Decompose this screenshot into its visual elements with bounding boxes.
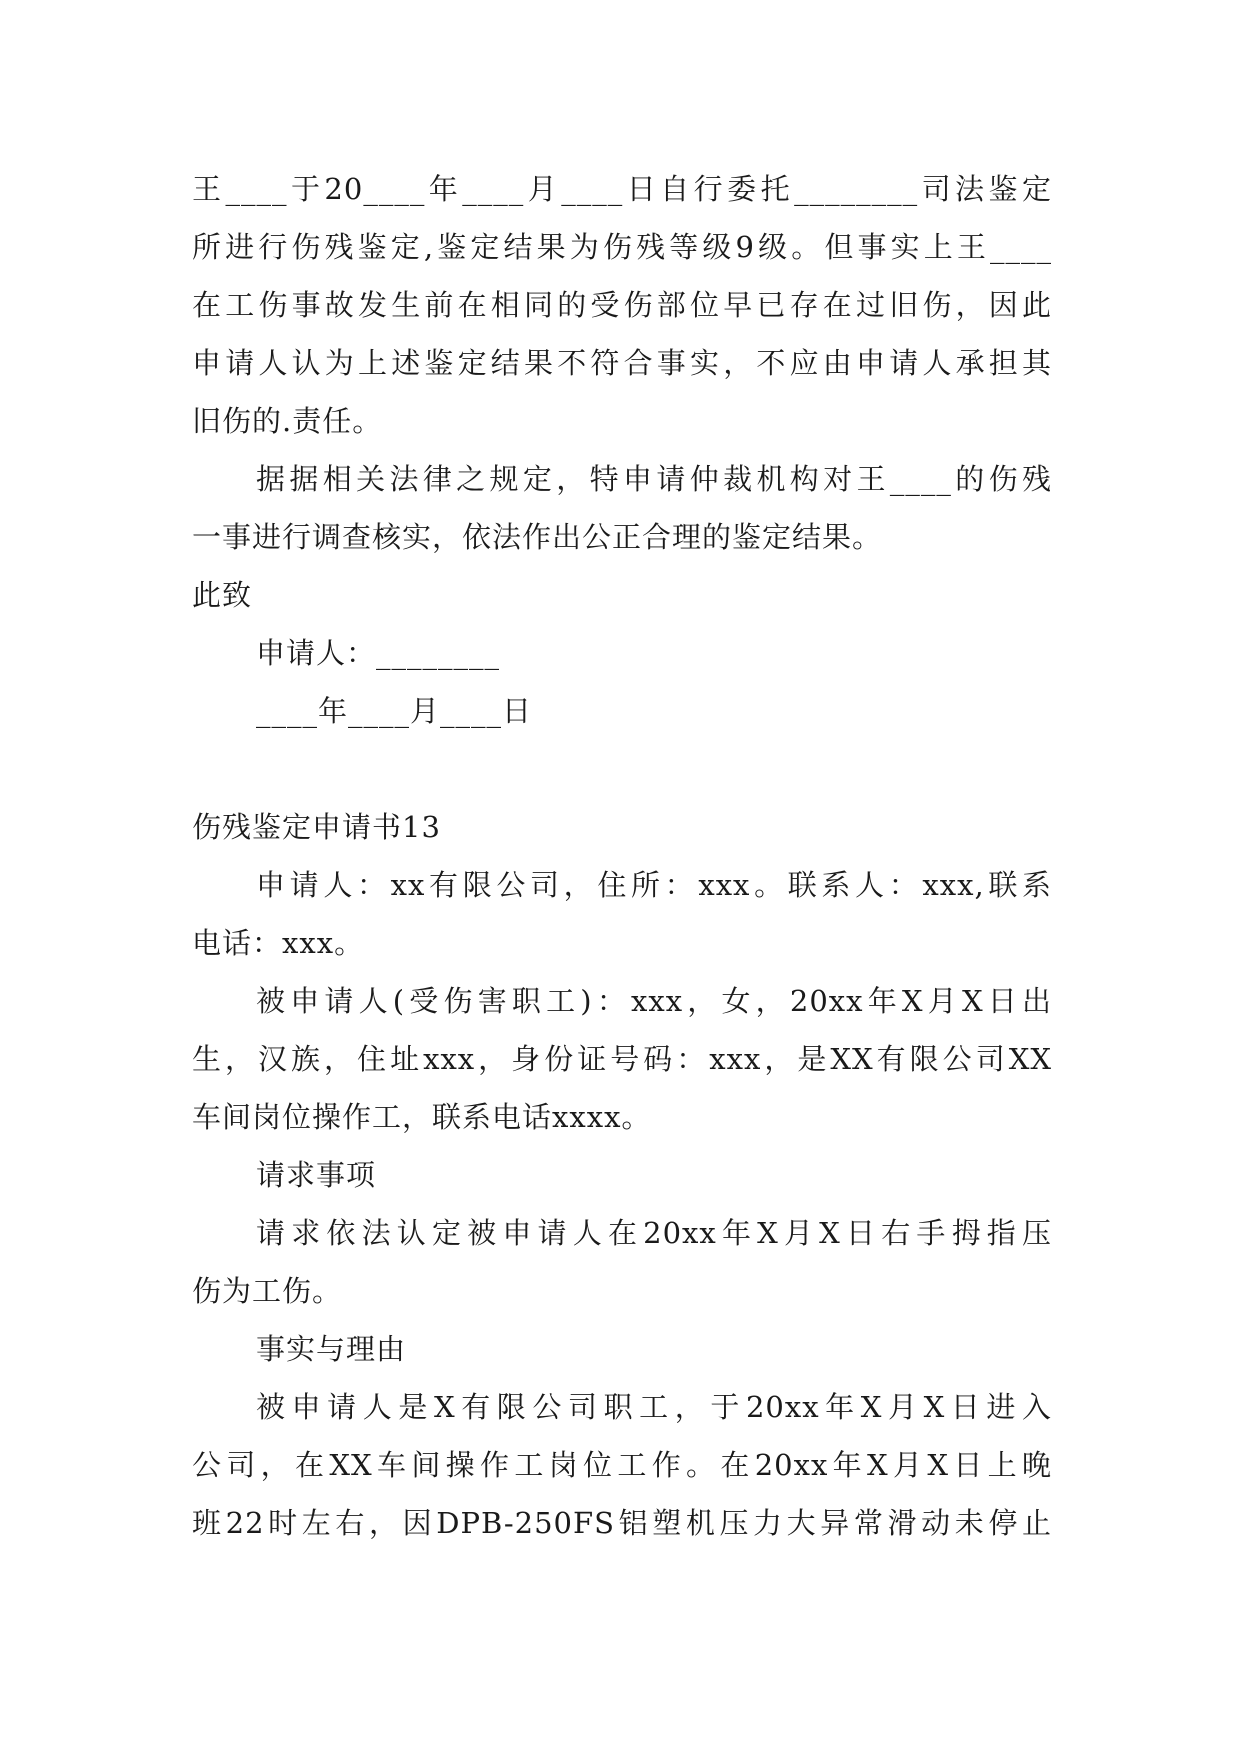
document-page [192, 160, 1052, 1552]
paragraph-line: 据据相关法律之规定，特申请仲裁机构对王____的伤残 [256, 462, 1052, 496]
paragraph-line: 申请人认为上述鉴定结果不符合事实，不应由申请人承担其 [192, 346, 1052, 380]
paragraph-line: 一事进行调查核实，依法作出公正合理的鉴定结果。 [192, 520, 883, 554]
paragraph-line: 电话：xxx。 [192, 926, 365, 960]
paragraph-line: 被申请人是X有限公司职工，于20xx年X月X日进入 [256, 1390, 1052, 1424]
document-title: 伤残鉴定申请书13 [192, 810, 441, 844]
paragraph-line: 旧伤的.责任。 [192, 404, 383, 438]
paragraph-line: 被申请人(受伤害职工)：xxx，女，20xx年X月X日出 [256, 984, 1052, 1018]
section-gap [192, 740, 1052, 798]
paragraph-line: 车间岗位操作工，联系电话xxxx。 [192, 1100, 652, 1134]
signature-date: ____年____月____日 [256, 694, 533, 728]
paragraph-line: 班22时左右，因DPB-250FS铝塑机压力大异常滑动未停止 [192, 1506, 1052, 1540]
paragraph-line: 在工伤事故发生前在相同的受伤部位早已存在过旧伤，因此 [192, 288, 1052, 322]
applicant-signature: 申请人：________ [256, 636, 501, 670]
paragraph-line: 公司，在XX车间操作工岗位工作。在20xx年X月X日上晚 [192, 1448, 1052, 1482]
paragraph-line: 申请人：xx有限公司，住所：xxx。联系人：xxx,联系 [256, 868, 1052, 902]
section-heading: 请求事项 [256, 1158, 377, 1192]
salutation: 此致 [192, 578, 253, 612]
paragraph-line: 生，汉族，住址xxx，身份证号码：xxx，是XX有限公司XX [192, 1042, 1052, 1076]
section-heading: 事实与理由 [256, 1332, 407, 1366]
paragraph-line: 王____于20____年____月____日自行委托________司法鉴定 [192, 172, 1052, 206]
paragraph-line: 请求依法认定被申请人在20xx年X月X日右手拇指压 [256, 1216, 1052, 1250]
paragraph-line: 所进行伤残鉴定,鉴定结果为伤残等级9级。但事实上王____ [192, 230, 1052, 264]
paragraph-line: 伤为工伤。 [192, 1274, 343, 1308]
